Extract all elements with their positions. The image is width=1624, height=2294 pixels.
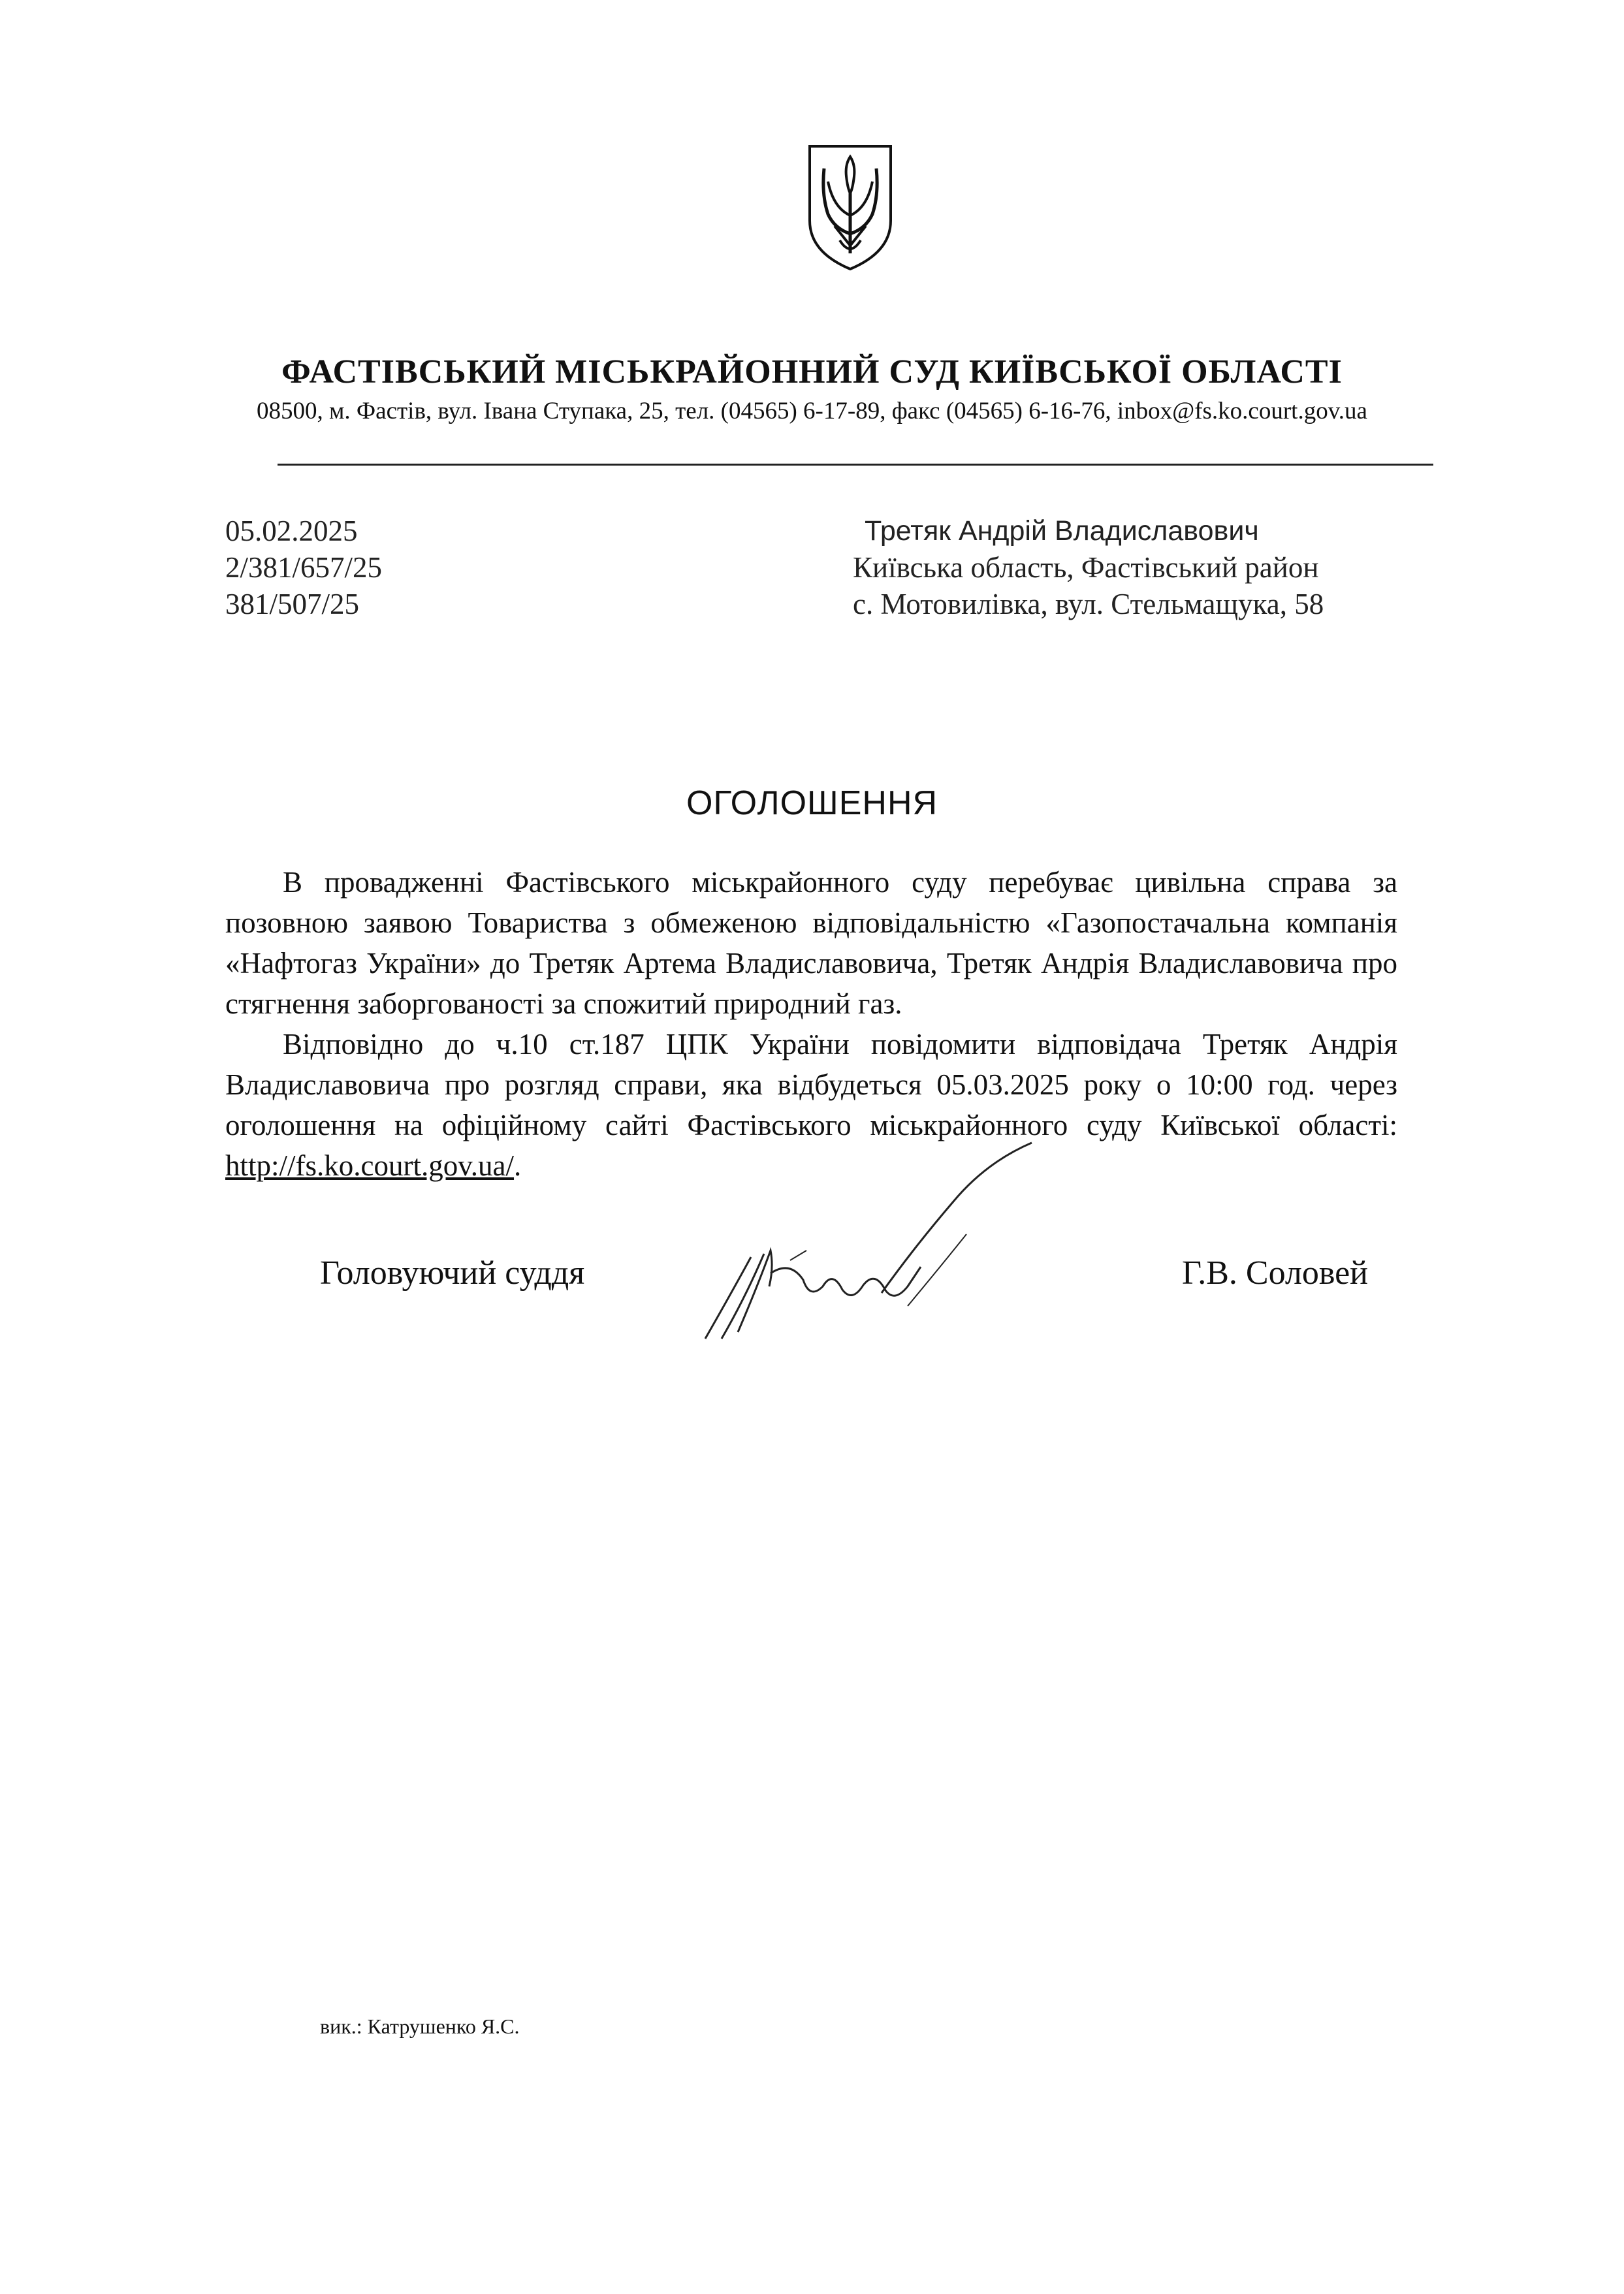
signature-block (0, 1241, 1624, 1345)
court-name: ФАСТІВСЬКИЙ МІСЬКРАЙОННИЙ СУД КИЇВСЬКОЇ ОБЛАСТІ (281, 353, 1343, 390)
outgoing-number: 2/381/657/25 (225, 551, 383, 584)
recipient-block (853, 513, 1324, 622)
recipient-address: с. Мотовилівка, вул. Стельмащука, 58 (853, 588, 1324, 620)
body-paragraph-1: В провадженні Фастівського міськрайонного суду перебуває цивільна справа за позовною заявою Товариства з обмеженою відповідальністю «Газопостачальна компанія «Нафтогаз України» до Третяк Артема Владиславовича, Третяк Андрія Владиславовича про стягнення заборгованості за спожитий природний газ. (225, 866, 1397, 1020)
recipient-region: Київська область, Фастівський район (853, 551, 1319, 584)
signatory-role: Головуючий суддя (320, 1254, 585, 1292)
court-website-link[interactable]: http://fs.ko.court.gov.ua/ (225, 1149, 515, 1182)
document-date: 05.02.2025 (225, 515, 358, 547)
recipient-name: Третяк Андрій Владиславович (865, 515, 1259, 547)
url-suffix: . (514, 1149, 522, 1182)
signatory-name: Г.В. Соловей (1182, 1254, 1368, 1292)
letterhead-divider (278, 464, 1433, 466)
executor-note: вик.: Катрушенко Я.С. (320, 2015, 520, 2038)
case-number: 381/507/25 (225, 588, 360, 620)
court-address: 08500, м. Фастів, вул. Івана Ступака, 25, тел. (04565) 6-17-89, факс (04565) 6-16-76, inbox@fs.ko.court.gov.ua (257, 398, 1367, 424)
document-meta (225, 513, 382, 622)
handwritten-signature-icon (692, 1136, 1058, 1352)
body-paragraph-2-text: Відповідно до ч.10 ст.187 ЦПК України повідомити відповідача Третяк Андрія Владиславовича про розгляд справи, яка відбудеться 05.03.2025 року о 10:00 год. через оголошення на офіційному сайті Фастівського міськрайонного суду Київської області: (225, 1028, 1397, 1141)
trident-coat-of-arms-icon (804, 142, 896, 273)
page-title: ОГОЛОШЕННЯ (686, 784, 938, 822)
